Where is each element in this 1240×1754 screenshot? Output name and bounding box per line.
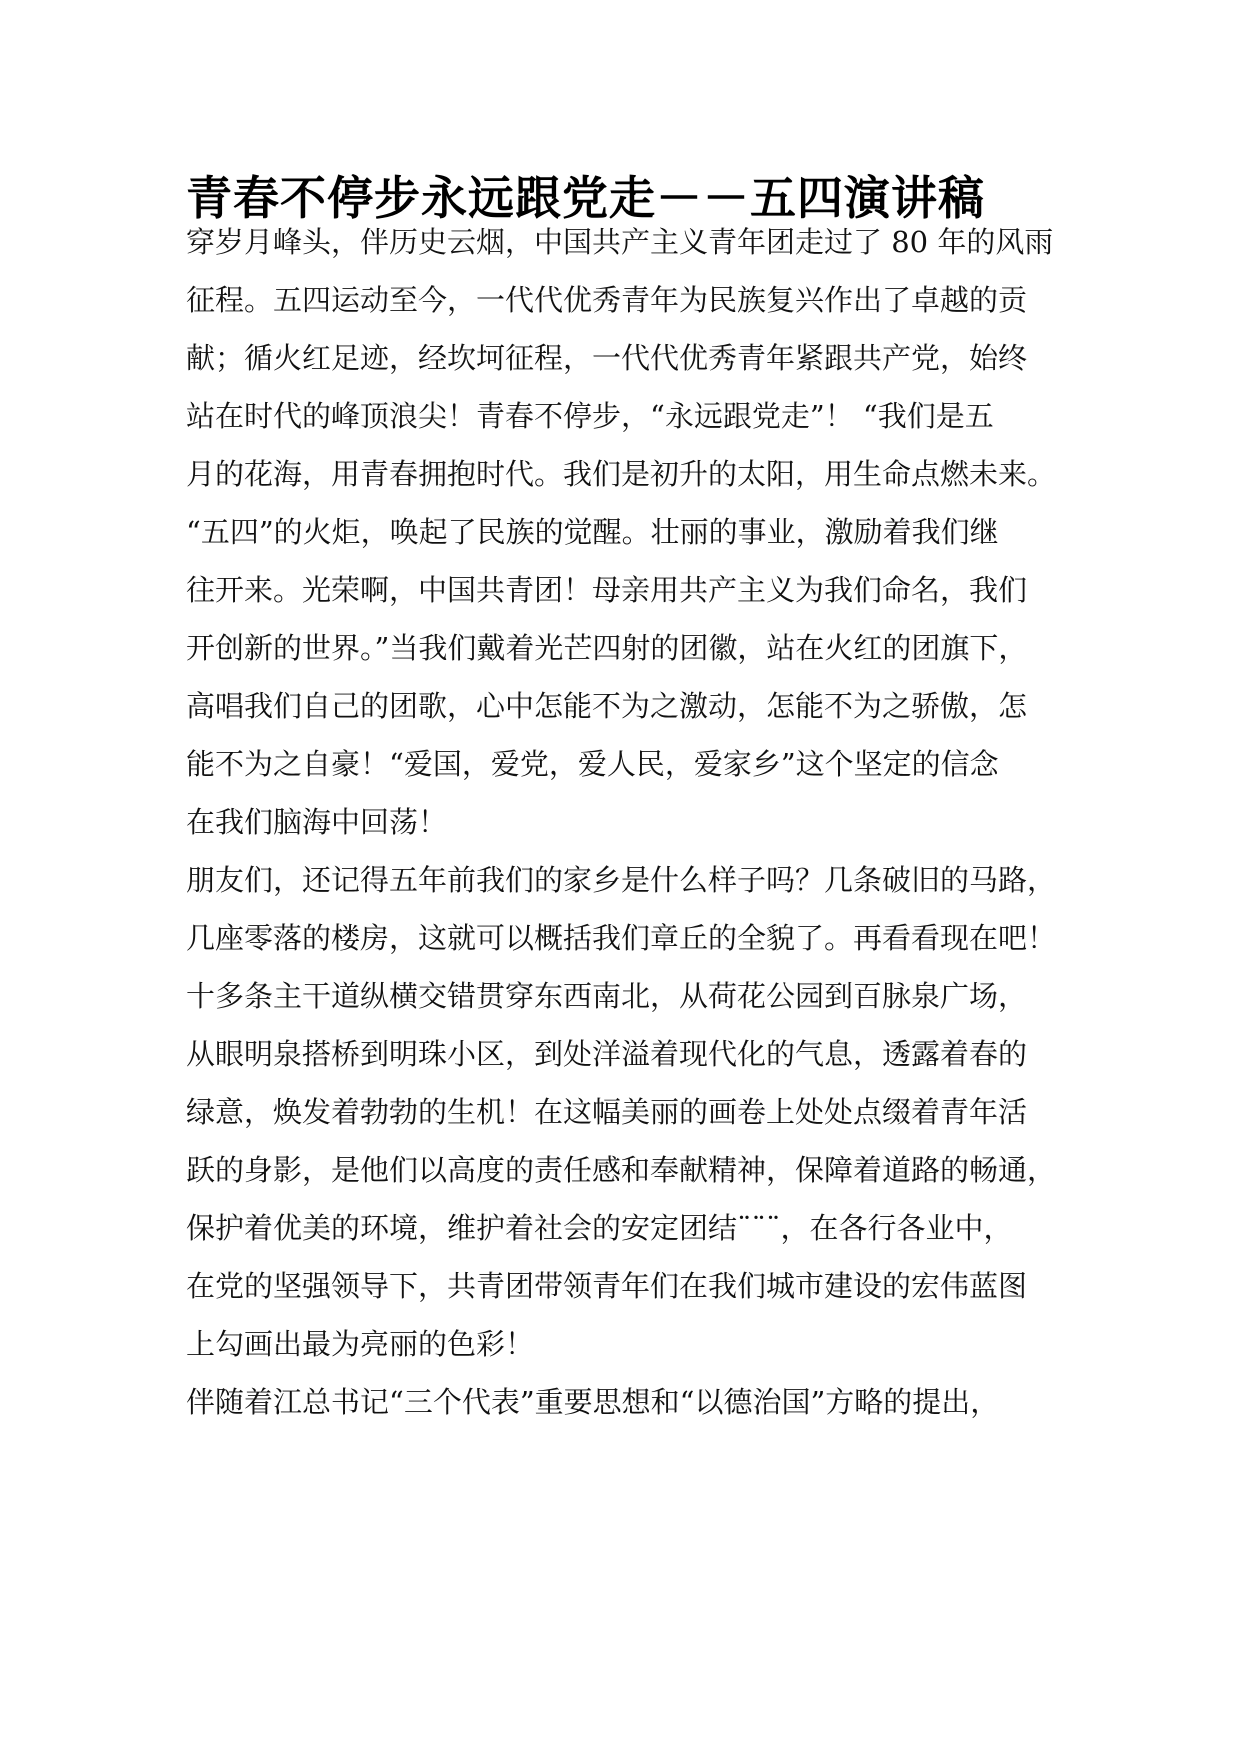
body-line: 几座零落的楼房，这就可以概括我们章丘的全貌了。再看看现在吧！ — [186, 921, 1057, 955]
body-line: “五四”的火炬，唤起了民族的觉醒。壮丽的事业，激励着我们继 — [186, 515, 999, 549]
body-line: 在党的坚强领导下，共青团带领青年们在我们城市建设的宏伟蓝图 — [186, 1269, 1028, 1303]
body-line: 开创新的世界。”当我们戴着光芒四射的团徽，站在火红的团旗下， — [186, 631, 1028, 665]
body-line: 月的花海，用青春拥抱时代。我们是初升的太阳，用生命点燃未来。 — [186, 457, 1057, 491]
document-title: 青春不停步永远跟党走－－五四演讲稿 — [186, 171, 985, 225]
body-line: 征程。五四运动至今，一代代优秀青年为民族复兴作出了卓越的贡 — [186, 283, 1028, 317]
body-line: 十多条主干道纵横交错贯穿东西南北，从荷花公园到百脉泉广场， — [186, 979, 1028, 1013]
body-line: 上勾画出最为亮丽的色彩！ — [186, 1327, 535, 1361]
body-line: 在我们脑海中回荡！ — [186, 805, 448, 839]
body-line: 朋友们，还记得五年前我们的家乡是什么样子吗？几条破旧的马路， — [186, 863, 1057, 897]
body-line: 保护着优美的环境，维护着社会的安定团结¨¨¨，在各行各业中， — [186, 1211, 1013, 1245]
body-line: 能不为之自豪！“爱国，爱党，爱人民，爱家乡”这个坚定的信念 — [186, 747, 999, 781]
body-line: 高唱我们自己的团歌，心中怎能不为之激动，怎能不为之骄傲，怎 — [186, 689, 1028, 723]
body-line: 献；循火红足迹，经坎坷征程，一代代优秀青年紧跟共产党，始终 — [186, 341, 1028, 375]
body-line: 从眼明泉搭桥到明珠小区，到处洋溢着现代化的气息，透露着春的 — [186, 1037, 1028, 1071]
body-line: 往开来。光荣啊，中国共青团！母亲用共产主义为我们命名，我们 — [186, 573, 1028, 607]
body-line: 穿岁月峰头，伴历史云烟，中国共产主义青年团走过了 80 年的风雨 — [186, 225, 1054, 259]
body-line: 伴随着江总书记“三个代表”重要思想和“以德治国”方略的提出， — [186, 1385, 1000, 1419]
body-line: 绿意，焕发着勃勃的生机！在这幅美丽的画卷上处处点缀着青年活 — [186, 1095, 1028, 1129]
body-line: 跃的身影，是他们以高度的责任感和奉献精神，保障着道路的畅通， — [186, 1153, 1057, 1187]
body-line: 站在时代的峰顶浪尖！青春不停步，“永远跟党走”！ “我们是五 — [186, 399, 994, 433]
